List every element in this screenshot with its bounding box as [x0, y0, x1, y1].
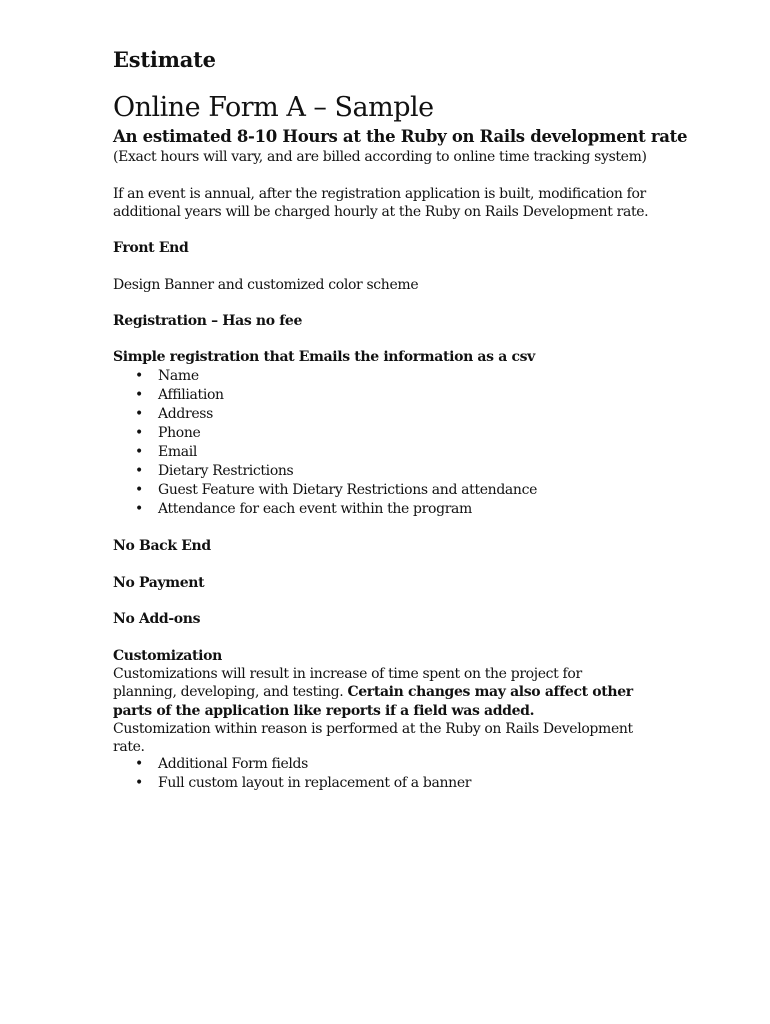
bullet-icon: • [135, 444, 143, 460]
no-payment-heading: No Payment [113, 575, 205, 591]
document-label: Estimate [113, 47, 216, 72]
list-item [113, 500, 537, 519]
list-item [113, 481, 537, 500]
customization-text-bold: Certain changes may also affect other parts of the application like reports if a field was added. [113, 684, 633, 719]
document-subtitle: An estimated 8-10 Hours at the Ruby on Rails development rate [113, 127, 688, 146]
bullet-icon: • [135, 368, 143, 384]
bullet-icon: • [135, 482, 143, 498]
list-item-label: Address [158, 406, 213, 422]
list-item-label: Name [158, 368, 199, 384]
front-end-item: Design Banner and customized color scheme [113, 277, 419, 293]
list-item-label: Attendance for each event within the program [158, 501, 472, 517]
list-item [113, 386, 537, 405]
bullet-icon: • [135, 501, 143, 517]
list-item [113, 367, 537, 386]
customization-paragraph [113, 665, 633, 756]
list-item-label: Phone [158, 425, 201, 441]
customization-text-2: Customization within reason is performed at the Ruby on Rails Development rate. [113, 720, 633, 756]
list-item [113, 405, 537, 424]
list-item [113, 774, 471, 793]
bullet-icon: • [135, 387, 143, 403]
bullet-icon: • [135, 756, 143, 772]
no-addons-heading: No Add-ons [113, 611, 201, 627]
customization-text-1: Customizations will result in increase of time spent on the project for planning, developing, and testing. [113, 666, 582, 701]
list-item-label: Affiliation [158, 387, 224, 403]
list-item [113, 443, 537, 462]
bullet-icon: • [135, 406, 143, 422]
document-title: Online Form A – Sample [113, 92, 434, 123]
list-item-label: Guest Feature with Dietary Restrictions and attendance [158, 482, 538, 498]
subtitle-note: (Exact hours will vary, and are billed according to online time tracking system) [113, 149, 647, 165]
list-item-label: Dietary Restrictions [158, 463, 294, 479]
list-item [113, 424, 537, 443]
list-item-label: Full custom layout in replacement of a banner [158, 775, 472, 791]
registration-field-list [113, 367, 537, 519]
no-back-end-heading: No Back End [113, 538, 211, 554]
registration-heading: Registration – Has no fee [113, 313, 303, 329]
customization-heading: Customization [113, 648, 222, 664]
list-item [113, 755, 471, 774]
list-item-label: Email [158, 444, 198, 460]
bullet-icon: • [135, 425, 143, 441]
bullet-icon: • [135, 463, 143, 479]
annual-note-line-2: additional years will be charged hourly at the Ruby on Rails Development rate. [113, 204, 649, 220]
annual-note-line-1: If an event is annual, after the registration application is built, modification for [113, 186, 646, 202]
list-item [113, 462, 537, 481]
front-end-heading: Front End [113, 240, 189, 256]
customization-option-list [113, 755, 471, 793]
bullet-icon: • [135, 775, 143, 791]
list-item-label: Additional Form fields [158, 756, 308, 772]
registration-subheading: Simple registration that Emails the information as a csv [113, 349, 535, 365]
